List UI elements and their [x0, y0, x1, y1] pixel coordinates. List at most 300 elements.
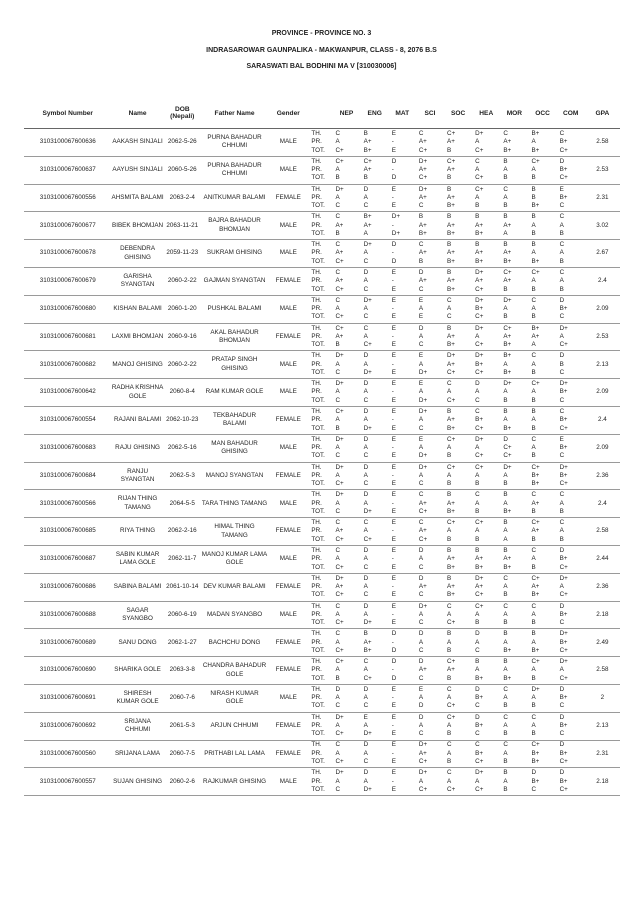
grade-value: - [391, 249, 394, 257]
father-name: PURNA BAHADUR CHHUMI [201, 156, 268, 184]
grade-value: B+ [531, 202, 540, 210]
grade-value: A [531, 221, 536, 229]
grade-value: A+ [447, 138, 455, 146]
grade-value: D+ [475, 129, 484, 137]
grade-value: C+ [447, 702, 456, 710]
student-row [24, 684, 620, 712]
grade-value: B [447, 241, 452, 249]
grade-value: B+ [447, 507, 455, 515]
grade-value: B [363, 630, 368, 638]
grade-value: C+ [559, 341, 568, 349]
grade-cell-eng [361, 462, 389, 490]
grade-cell-hea [472, 629, 500, 657]
student-name: RANJU SYANGTAN [111, 462, 163, 490]
gpa-value: 2.09 [585, 295, 620, 323]
grade-value: D [559, 157, 565, 165]
dob-nepali: 2062-5-26 [164, 129, 201, 157]
grade-value: B+ [475, 305, 484, 313]
symbol-number: 3103100067600556 [24, 184, 111, 212]
grade-value: C [418, 591, 424, 599]
grade-value: B+ [475, 674, 484, 682]
grade-value: B [447, 174, 452, 182]
grade-type-label: TH. [311, 324, 322, 332]
grade-cell-soc [444, 518, 472, 546]
grade-value: B+ [447, 285, 455, 293]
gpa-value: 2.31 [585, 184, 620, 212]
grade-value: B [559, 285, 564, 293]
grade-value: A [335, 388, 340, 396]
grade-cell-com [557, 740, 585, 768]
grade-value: C+ [475, 368, 484, 376]
grade-cell-hea [472, 712, 500, 740]
grade-cell-mat [389, 406, 416, 434]
grade-cell-sci [416, 129, 444, 157]
grade-value: A+ [418, 277, 427, 285]
grade-cell-eng [361, 212, 389, 240]
grade-value: A+ [418, 527, 427, 535]
grade-type-labels [308, 768, 332, 796]
grade-value: B+ [559, 721, 568, 729]
grade-value: E [391, 546, 396, 554]
grade-value: B+ [559, 555, 568, 563]
grade-type-label: PR. [311, 277, 322, 285]
grade-cell-hea [472, 323, 500, 351]
grade-value: A [559, 277, 564, 285]
grade-value: B+ [475, 721, 484, 729]
grade-value: C [559, 313, 565, 321]
grade-value: B [531, 193, 536, 201]
grade-value: C [363, 758, 369, 766]
grade-value: D [418, 324, 424, 332]
grade-cell-occ [528, 129, 556, 157]
grade-value: C+ [335, 324, 344, 332]
dob-nepali: 2060-2-22 [164, 351, 201, 379]
grade-value: D+ [531, 685, 540, 693]
grade-cell-mor [500, 351, 528, 379]
grade-value: E [391, 185, 396, 193]
grade-value: A+ [447, 193, 455, 201]
grade-cell-mat [389, 240, 416, 268]
grade-value: E [391, 313, 396, 321]
grade-value: A [447, 638, 452, 646]
grade-type-label: TH. [311, 380, 322, 388]
grade-value: A+ [335, 332, 344, 340]
grade-type-labels [308, 601, 332, 629]
grade-cell-nep [332, 323, 360, 351]
grade-value: A [475, 610, 480, 618]
grade-value: C [418, 241, 424, 249]
grade-value: A [503, 583, 508, 590]
grade-value: C [418, 563, 424, 571]
grade-value: A [531, 166, 536, 174]
gpa-value: 2.4 [585, 490, 620, 518]
student-row [24, 601, 620, 629]
grade-value: A [447, 305, 452, 313]
grade-cell-nep [332, 573, 360, 601]
grade-cell-sci [416, 545, 444, 573]
grade-value: A+ [418, 583, 427, 590]
student-row [24, 712, 620, 740]
grade-type-label: PR. [311, 249, 322, 257]
grade-cell-nep [332, 601, 360, 629]
grade-cell-sci [416, 379, 444, 407]
grade-cell-eng [361, 156, 389, 184]
grade-value: B+ [447, 591, 455, 599]
grade-cell-mat [389, 184, 416, 212]
grade-cell-eng [361, 712, 389, 740]
grade-cell-mat [389, 462, 416, 490]
grade-value: C+ [559, 480, 568, 488]
grade-value: A [531, 138, 536, 146]
grade-value: B [531, 185, 536, 193]
dob-nepali: 2060-6-19 [164, 601, 201, 629]
dob-nepali: 2061-5-3 [164, 712, 201, 740]
father-name: BACHCHU DONG [201, 629, 268, 657]
grade-value: A [503, 527, 508, 535]
grade-cell-nep [332, 768, 360, 796]
grade-value: - [391, 388, 394, 396]
grade-cell-sci [416, 212, 444, 240]
grade-value: B+ [503, 341, 512, 349]
grade-value: D [418, 630, 424, 638]
grade-cell-sci [416, 184, 444, 212]
grade-value: - [391, 360, 394, 368]
student-row [24, 490, 620, 518]
grade-value: C+ [335, 535, 344, 543]
grade-cell-soc [444, 184, 472, 212]
grade-value: B+ [531, 129, 540, 137]
grade-cell-com [557, 768, 585, 796]
grade-cell-mat [389, 434, 416, 462]
symbol-number: 3103100067600689 [24, 629, 111, 657]
grade-cell-com [557, 156, 585, 184]
grade-value: A [363, 388, 368, 396]
grade-value: A [418, 610, 424, 618]
grade-type-label: TOT. [311, 424, 325, 432]
student-name: GARISHA SYANGTAN [111, 267, 163, 295]
symbol-number: 3103100067600686 [24, 573, 111, 601]
student-name: AHSMITA BALAMI [111, 184, 163, 212]
grade-value: A [475, 638, 480, 646]
grade-value: C+ [503, 444, 512, 452]
grade-value: B [503, 285, 508, 293]
father-name: RAM KUMAR GOLE [201, 379, 268, 407]
grade-cell-occ [528, 684, 556, 712]
grade-type-labels [308, 295, 332, 323]
grade-value: B [531, 630, 536, 638]
grade-value: D+ [559, 630, 568, 638]
grade-cell-hea [472, 351, 500, 379]
grade-cell-sci [416, 406, 444, 434]
dob-nepali: 2060-5-26 [164, 156, 201, 184]
grade-value: B [475, 241, 480, 249]
gender: FEMALE [268, 740, 308, 768]
grade-value: E [391, 480, 396, 488]
grade-value: B [503, 546, 508, 554]
grade-cell-soc [444, 601, 472, 629]
grade-value: B+ [531, 758, 540, 766]
grade-value: C [335, 213, 341, 221]
grade-value: C+ [335, 646, 344, 654]
grade-value: B [335, 174, 340, 182]
grade-value: A [559, 332, 564, 340]
grade-value: A [418, 305, 424, 313]
dob-nepali: 2063-3-8 [164, 657, 201, 685]
grade-value: A [531, 694, 536, 702]
grade-value: C [559, 407, 565, 415]
father-name: GAJMAN SYANGTAN [201, 267, 268, 295]
grade-value: C [531, 352, 537, 360]
grade-value: D+ [363, 730, 372, 738]
grade-value: A [503, 305, 508, 313]
father-name: AKAL BAHADUR BHOMJAN [201, 323, 268, 351]
dob-nepali: 2060-1-20 [164, 295, 201, 323]
grade-cell-mor [500, 379, 528, 407]
grade-value: B+ [475, 360, 484, 368]
grade-value: D+ [335, 352, 344, 360]
grade-value: - [391, 610, 394, 618]
grade-value: C [363, 591, 369, 599]
student-name: SRIJANA LAMA [111, 740, 163, 768]
gender: MALE [268, 212, 308, 240]
grade-value: B+ [531, 471, 540, 479]
grade-cell-soc [444, 657, 472, 685]
grade-value: A [335, 360, 340, 368]
grade-value: B [531, 702, 536, 710]
grade-type-label: TH. [311, 241, 322, 249]
grade-value: B+ [503, 146, 512, 154]
grade-value: A [447, 388, 452, 396]
grade-type-labels [308, 712, 332, 740]
grade-value: B [503, 241, 508, 249]
grade-cell-eng [361, 629, 389, 657]
grade-value: B [503, 213, 508, 221]
grade-value: B+ [503, 257, 512, 265]
grade-value: A [418, 638, 424, 646]
student-row [24, 323, 620, 351]
gpa-value: 2.09 [585, 434, 620, 462]
grade-value: C [418, 730, 424, 738]
grade-cell-eng [361, 573, 389, 601]
grade-value: E [391, 602, 396, 610]
symbol-number: 3103100067600691 [24, 684, 111, 712]
grade-cell-occ [528, 267, 556, 295]
grade-cell-mat [389, 323, 416, 351]
grade-type-labels [308, 240, 332, 268]
grade-value: B [418, 257, 424, 265]
grade-value: C+ [335, 730, 344, 738]
grade-value: C [475, 491, 480, 499]
grade-value: A [363, 305, 368, 313]
dob-nepali: 2062-1-27 [164, 629, 201, 657]
grade-cell-mat [389, 490, 416, 518]
grade-cell-hea [472, 184, 500, 212]
grade-cell-hea [472, 462, 500, 490]
grade-cell-com [557, 629, 585, 657]
grade-value: A [363, 249, 368, 257]
student-row [24, 629, 620, 657]
grade-value: C+ [559, 646, 568, 654]
grade-value: E [391, 619, 396, 627]
grade-cell-hea [472, 156, 500, 184]
grade-value: C+ [447, 368, 456, 376]
grade-cell-nep [332, 434, 360, 462]
province-title: PROVINCE - PROVINCE NO. 3 [271, 30, 372, 37]
symbol-number: 3103100067600692 [24, 712, 111, 740]
grade-value: B+ [447, 257, 455, 265]
grade-value: C+ [447, 396, 456, 404]
grade-value: A [503, 610, 508, 618]
student-name: AAYUSH SINJALI [111, 156, 163, 184]
grade-value: A [363, 229, 368, 237]
grade-value: C+ [475, 146, 484, 154]
grade-value: C+ [447, 619, 456, 627]
grade-type-label: TOT. [311, 730, 325, 738]
grade-value: B [531, 730, 536, 738]
grade-cell-mor [500, 212, 528, 240]
symbol-number: 3103100067600680 [24, 295, 111, 323]
grade-value: B [531, 424, 536, 432]
gpa-value: 2.36 [585, 462, 620, 490]
grade-value: C [475, 702, 480, 710]
student-name: SHIRESH KUMAR GOLE [111, 684, 163, 712]
grade-value: C [503, 185, 508, 193]
grade-type-label: PR. [311, 777, 322, 785]
grade-value: A [503, 499, 508, 507]
grade-value: C [418, 424, 424, 432]
grade-value: C [531, 602, 537, 610]
dob-nepali: 2060-7-6 [164, 684, 201, 712]
grade-value: B [531, 241, 536, 249]
grade-value: B [531, 368, 536, 376]
student-row [24, 129, 620, 157]
gpa-value: 2.36 [585, 573, 620, 601]
grade-value: D [559, 546, 565, 554]
grade-value: C [559, 241, 565, 249]
grade-cell-soc [444, 156, 472, 184]
grade-value: A [335, 499, 340, 507]
grade-value: C+ [503, 324, 512, 332]
grade-value: C+ [447, 785, 456, 793]
grade-cell-nep [332, 267, 360, 295]
grade-cell-occ [528, 462, 556, 490]
grade-value: A [335, 694, 340, 702]
grade-value: A [335, 777, 340, 785]
grade-value: A [418, 444, 424, 452]
grade-value: C [447, 685, 452, 693]
grade-value: B [335, 341, 340, 349]
grade-value: C+ [475, 185, 484, 193]
dob-nepali: 2062-2-16 [164, 518, 201, 546]
grade-cell-mor [500, 545, 528, 573]
grade-cell-sci [416, 351, 444, 379]
header-row [24, 98, 620, 129]
grade-value: D [363, 407, 369, 415]
grade-value: A [363, 416, 368, 424]
grade-value: A+ [447, 249, 455, 257]
grade-value: C+ [475, 758, 484, 766]
grade-type-label: PR. [311, 583, 322, 590]
grade-type-label: TOT. [311, 452, 325, 460]
grade-cell-hea [472, 740, 500, 768]
grade-value: D [531, 769, 537, 777]
grade-value: C [531, 491, 537, 499]
grade-value: D [363, 491, 369, 499]
grade-value: E [363, 713, 368, 721]
student-name: SANU DONG [111, 629, 163, 657]
grade-value: A [363, 277, 368, 285]
gpa-value: 2.58 [585, 129, 620, 157]
grade-value: D+ [475, 769, 484, 777]
gpa-value: 2.13 [585, 351, 620, 379]
grade-value: B [531, 313, 536, 321]
grade-value: E [418, 380, 424, 388]
grade-value: A+ [475, 555, 484, 563]
student-row [24, 184, 620, 212]
grade-value: B [363, 174, 368, 182]
grade-cell-eng [361, 768, 389, 796]
grade-value: C [503, 713, 508, 721]
grade-value: C+ [531, 380, 540, 388]
grade-value: - [391, 471, 394, 479]
grade-value: D [503, 435, 508, 443]
dob-nepali: 2062-5-16 [164, 434, 201, 462]
grade-value: - [391, 638, 394, 646]
col-header: NEP [332, 98, 360, 129]
student-row [24, 462, 620, 490]
grade-value: - [391, 499, 394, 507]
grade-value: E [391, 407, 396, 415]
grade-cell-eng [361, 684, 389, 712]
grade-value: C+ [531, 519, 540, 527]
grade-value: B+ [475, 416, 484, 424]
grade-value: A [531, 388, 536, 396]
grade-type-label: TOT. [311, 313, 325, 321]
grade-cell-com [557, 295, 585, 323]
grade-cell-nep [332, 129, 360, 157]
grade-value: A [503, 721, 508, 729]
grade-type-label: PR. [311, 694, 322, 702]
dob-nepali: 2060-7-5 [164, 740, 201, 768]
symbol-number: 3103100067600688 [24, 601, 111, 629]
father-name: MAN BAHADUR GHISING [201, 434, 268, 462]
gender: FEMALE [268, 323, 308, 351]
student-row [24, 406, 620, 434]
grade-value: B+ [418, 229, 427, 237]
grade-cell-mor [500, 184, 528, 212]
grade-value: E [391, 563, 396, 571]
grade-value: B+ [503, 563, 512, 571]
grade-cell-sci [416, 740, 444, 768]
gpa-value: 2.53 [585, 323, 620, 351]
grade-cell-nep [332, 184, 360, 212]
grade-value: D [335, 685, 341, 693]
grade-value: A [363, 332, 368, 340]
grade-value: C [418, 480, 424, 488]
grade-value: D [559, 296, 565, 304]
grade-value: C [363, 324, 369, 332]
grade-value: B [503, 157, 508, 165]
grade-cell-mat [389, 712, 416, 740]
grade-type-label: PR. [311, 221, 322, 229]
grade-cell-mat [389, 129, 416, 157]
grade-value: C [418, 202, 424, 210]
grade-value: B+ [475, 229, 484, 237]
grade-value: D [391, 630, 397, 638]
grade-value: A [503, 749, 508, 757]
grade-type-labels [308, 490, 332, 518]
grade-value: B [475, 213, 480, 221]
